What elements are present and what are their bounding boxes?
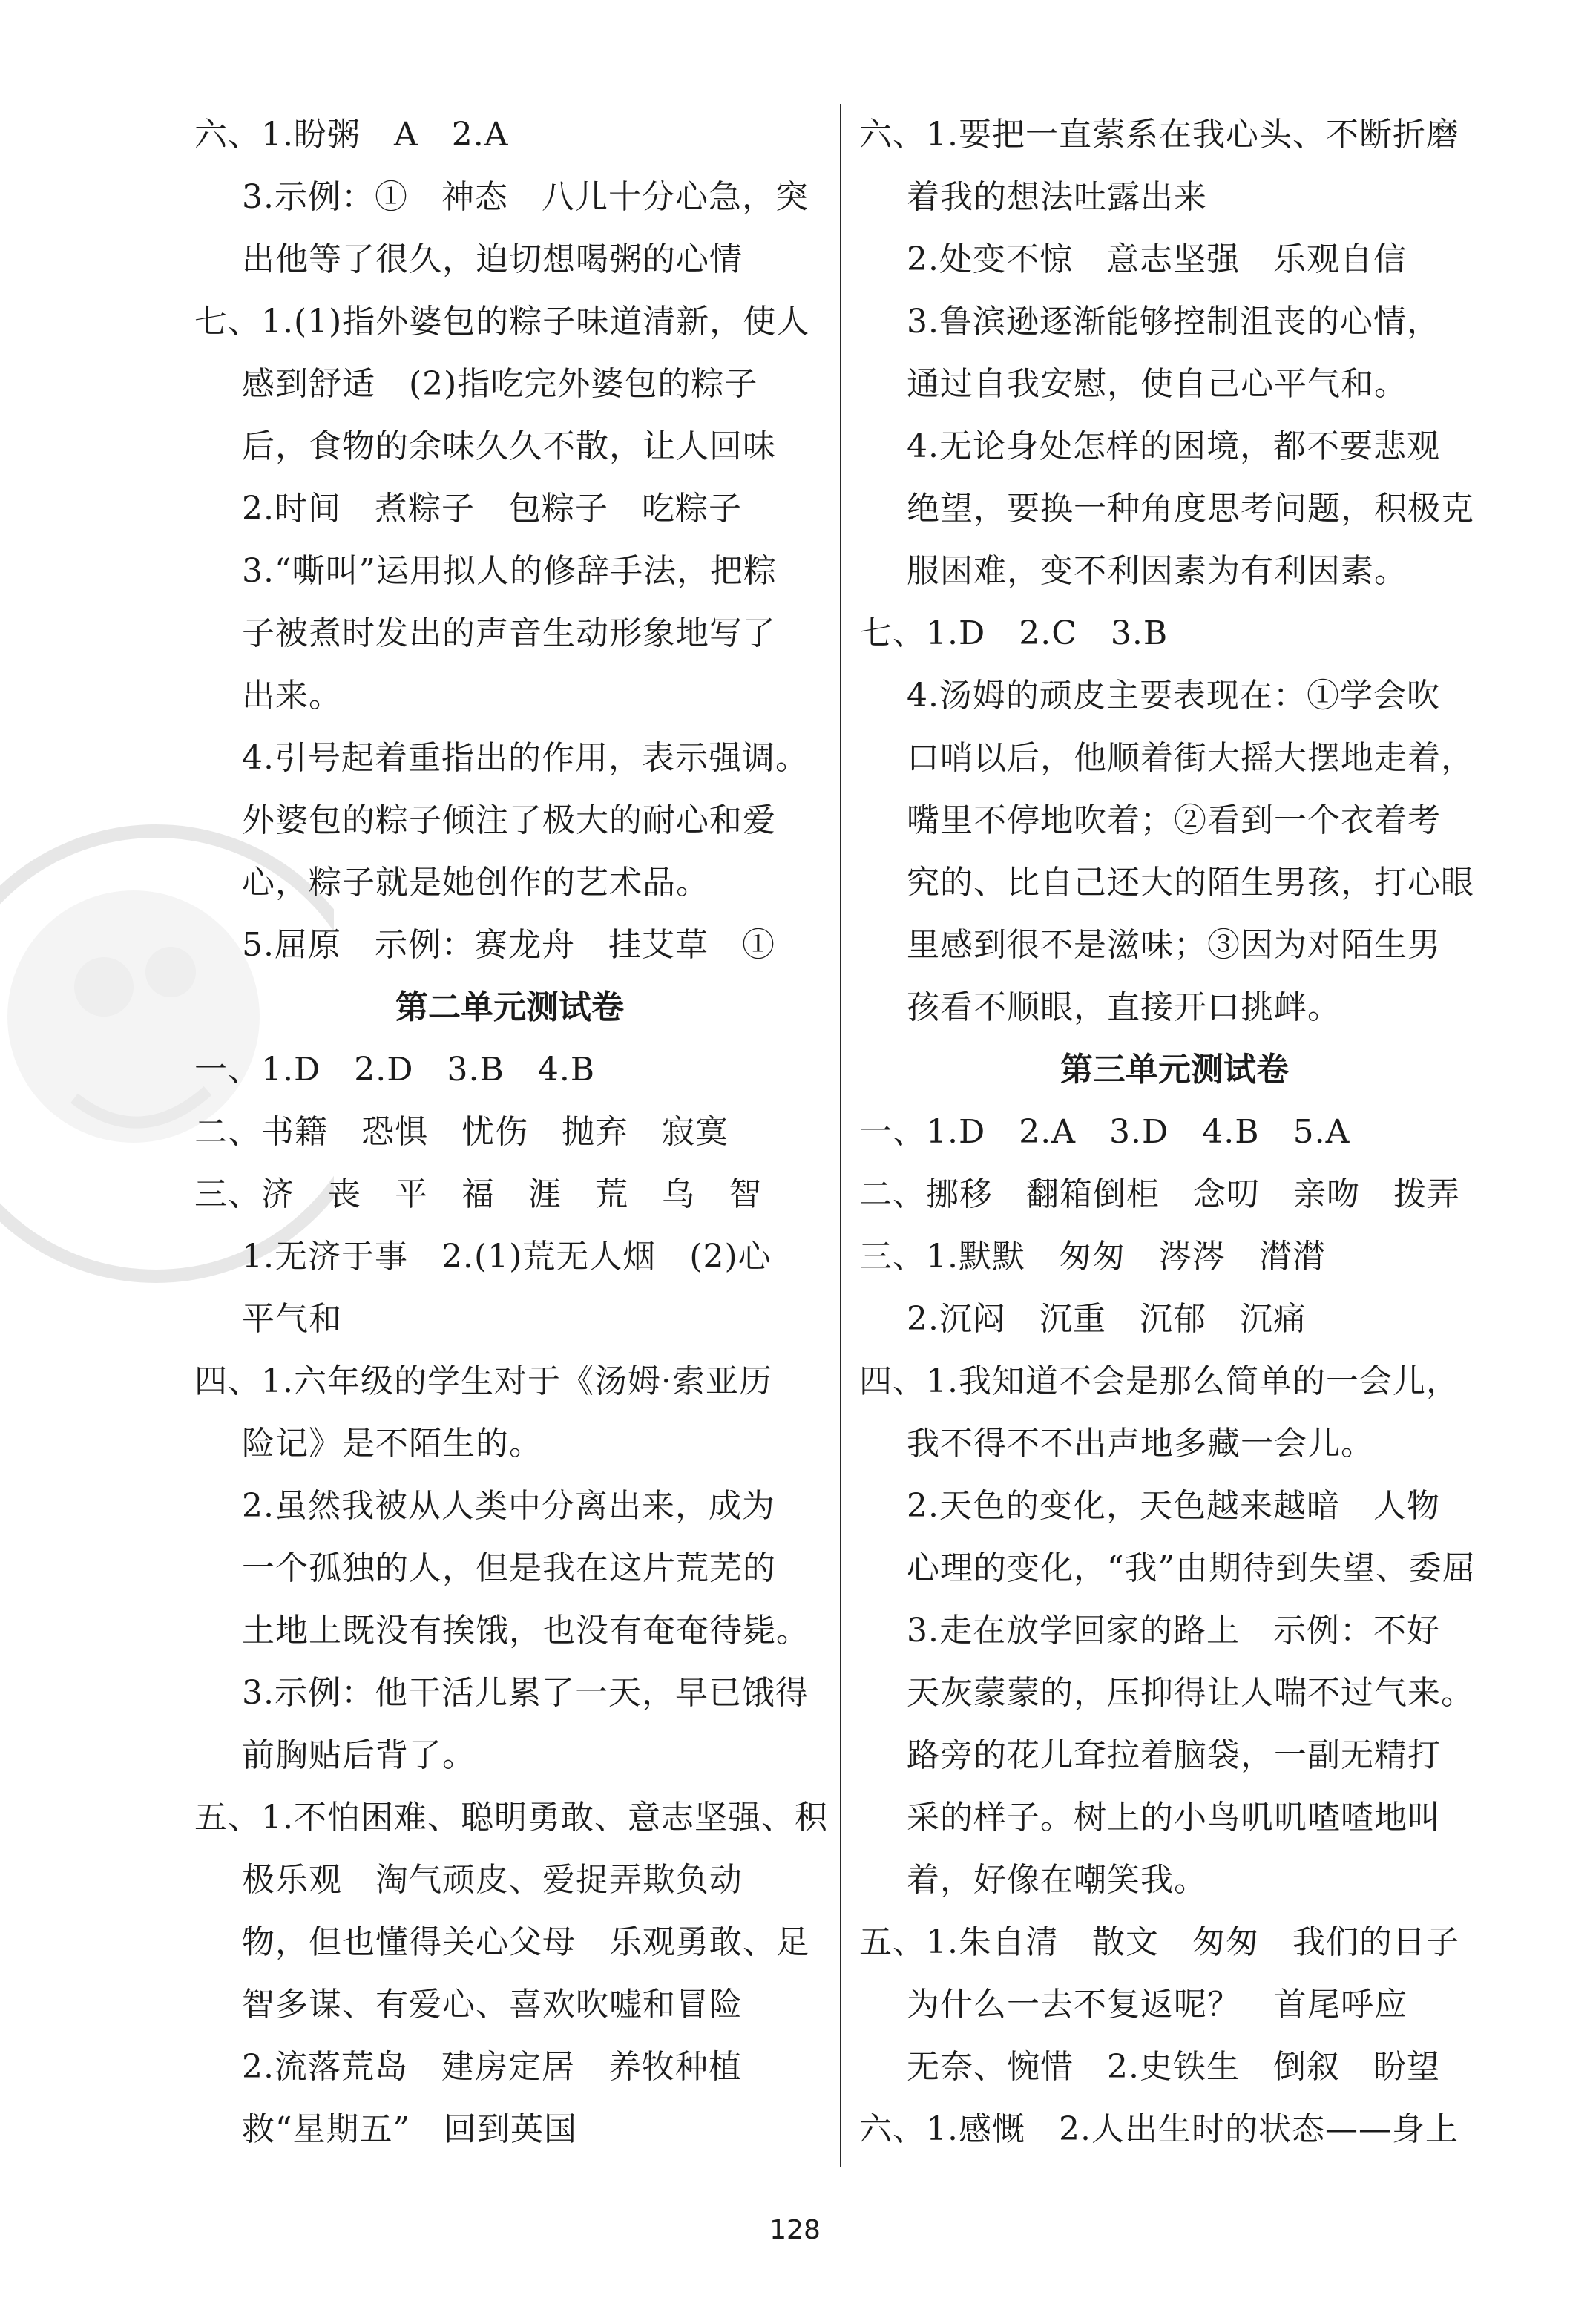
answer-line: 前胸贴后背了。: [242, 1736, 476, 1774]
answer-line: 险记》是不陌生的。: [242, 1425, 542, 1463]
answer-line: 里感到很不是滋味；③因为对陌生男: [907, 926, 1441, 964]
answer-line: 心理的变化，“我”由期待到失望、委屈: [907, 1549, 1476, 1587]
answer-line: 六、1.盼粥 A 2.A: [194, 116, 509, 154]
left-column: [194, 104, 828, 2161]
answer-line: 物，但也懂得关心父母 乐观勇敢、足: [242, 1923, 809, 1961]
answer-line: 2.流落荒岛 建房定居 养牧种植: [242, 2048, 742, 2086]
answer-line: 3.“嘶叫”运用拟人的修辞手法，把粽: [242, 552, 777, 590]
answer-line: 3.鲁滨逊逐渐能够控制沮丧的心情，: [907, 303, 1440, 341]
answer-line: 3.走在放学回家的路上 示例：不好: [907, 1612, 1440, 1650]
answer-line: 后，食物的余味久久不散，让人回味: [242, 427, 776, 465]
answer-line: 四、1.六年级的学生对于《汤姆·索亚历: [194, 1362, 772, 1400]
answer-line: 一个孤独的人，但是我在这片荒芜的: [242, 1549, 776, 1587]
answer-line: 一、1.D 2.A 3.D 4.B 5.A: [859, 1113, 1350, 1151]
answer-line: 智多谋、有爱心、喜欢吹嘘和冒险: [242, 1986, 743, 2023]
page-number: 128: [769, 2215, 821, 2245]
answer-line: 通过自我安慰，使自己心平气和。: [907, 365, 1407, 403]
answer-line: 出来。: [242, 677, 342, 715]
answer-line: 子被煮时发出的声音生动形象地写了: [242, 614, 776, 652]
answer-line: 孩看不顺眼，直接开口挑衅。: [907, 988, 1341, 1026]
answer-line: 着，好像在嘲笑我。: [907, 1861, 1207, 1899]
answer-line: 无奈、惋惜 2.史铁生 倒叙 盼望: [907, 2048, 1440, 2086]
answer-line: 究的、比自己还大的陌生男孩，打心眼: [907, 864, 1474, 902]
column-divider: [840, 104, 841, 2167]
answer-line: 六、1.感慨 2.人出生时的状态——身上: [859, 2110, 1459, 2148]
answer-line: 心，粽子就是她创作的艺术品。: [242, 864, 709, 902]
answer-line: 服困难，变不利因素为有利因素。: [907, 552, 1407, 590]
answer-line: 路旁的花儿耷拉着脑袋，一副无精打: [907, 1736, 1441, 1774]
answer-line: 2.时间 煮粽子 包粽子 吃粽子: [242, 490, 742, 528]
answer-line: 七、1.(1)指外婆包的粽子味道清新，使人: [194, 303, 810, 341]
answer-line: 1.无济于事 2.(1)荒无人烟 (2)心: [242, 1238, 772, 1276]
answer-line: 五、1.不怕困难、聪明勇敢、意志坚强、积: [194, 1799, 828, 1836]
answer-line: 4.无论身处怎样的困境，都不要悲观: [907, 427, 1440, 465]
section-heading: 第三单元测试卷: [1060, 1051, 1289, 1089]
answer-line: 三、1.默默 匆匆 涔涔 潸潸: [859, 1238, 1326, 1276]
right-column: [859, 104, 1490, 2161]
answer-line: 三、济 丧 平 福 涯 荒 乌 智: [194, 1175, 762, 1213]
answer-line: 2.处变不惊 意志坚强 乐观自信: [907, 240, 1407, 278]
answer-line: 五、1.朱自清 散文 匆匆 我们的日子: [859, 1923, 1459, 1961]
answer-line: 绝望，要换一种角度思考问题，积极克: [907, 490, 1474, 528]
answer-line: 极乐观 淘气顽皮、爱捉弄欺负动: [242, 1861, 743, 1899]
answer-line: 采的样子。树上的小鸟叽叽喳喳地叫: [907, 1799, 1441, 1836]
answer-line: 土地上既没有挨饿，也没有奄奄待毙。: [242, 1612, 809, 1650]
answer-line: 感到舒适 (2)指吃完外婆包的粽子: [242, 365, 758, 403]
answer-line: 为什么一去不复返呢？ 首尾呼应: [907, 1986, 1407, 2023]
answer-line: 天灰蒙蒙的，压抑得让人喘不过气来。: [907, 1674, 1474, 1712]
answer-line: 一、1.D 2.D 3.B 4.B: [194, 1051, 596, 1089]
answer-line: 4.汤姆的顽皮主要表现在：①学会吹: [907, 677, 1440, 715]
answer-line: 4.引号起着重指出的作用，表示强调。: [242, 739, 809, 777]
answer-line: 2.虽然我被从人类中分离出来，成为: [242, 1487, 775, 1525]
answer-line: 5.屈原 示例：赛龙舟 挂艾草 ①: [242, 926, 775, 964]
answer-line: 出他等了很久，迫切想喝粥的心情: [242, 240, 743, 278]
answer-line: 3.示例：他干活儿累了一天，早已饿得: [242, 1674, 809, 1712]
answer-line: 平气和: [242, 1300, 342, 1338]
answer-line: 二、书籍 恐惧 忧伤 抛弃 寂寞: [194, 1113, 729, 1151]
answer-line: 二、挪移 翻箱倒柜 念叨 亲吻 拨弄: [859, 1175, 1460, 1213]
answer-line: 着我的想法吐露出来: [907, 178, 1207, 216]
answer-line: 口哨以后，他顺着街大摇大摆地走着，: [907, 739, 1474, 777]
answer-line: 嘴里不停地吹着；②看到一个衣着考: [907, 801, 1441, 839]
section-heading: 第二单元测试卷: [395, 988, 624, 1026]
answer-line: 六、1.要把一直萦系在我心头、不断折磨: [859, 116, 1459, 154]
answer-line: 四、1.我知道不会是那么简单的一会儿，: [859, 1362, 1459, 1400]
answer-line: 救“星期五” 回到英国: [242, 2110, 577, 2148]
answer-line: 七、1.D 2.C 3.B: [859, 614, 1169, 652]
answer-line: 我不得不不出声地多藏一会儿。: [907, 1425, 1374, 1463]
answer-line: 外婆包的粽子倾注了极大的耐心和爱: [242, 801, 776, 839]
answer-line: 2.天色的变化，天色越来越暗 人物: [907, 1487, 1440, 1525]
answer-line: 3.示例：① 神态 八儿十分心急，突: [242, 178, 809, 216]
answer-line: 2.沉闷 沉重 沉郁 沉痛: [907, 1300, 1307, 1338]
